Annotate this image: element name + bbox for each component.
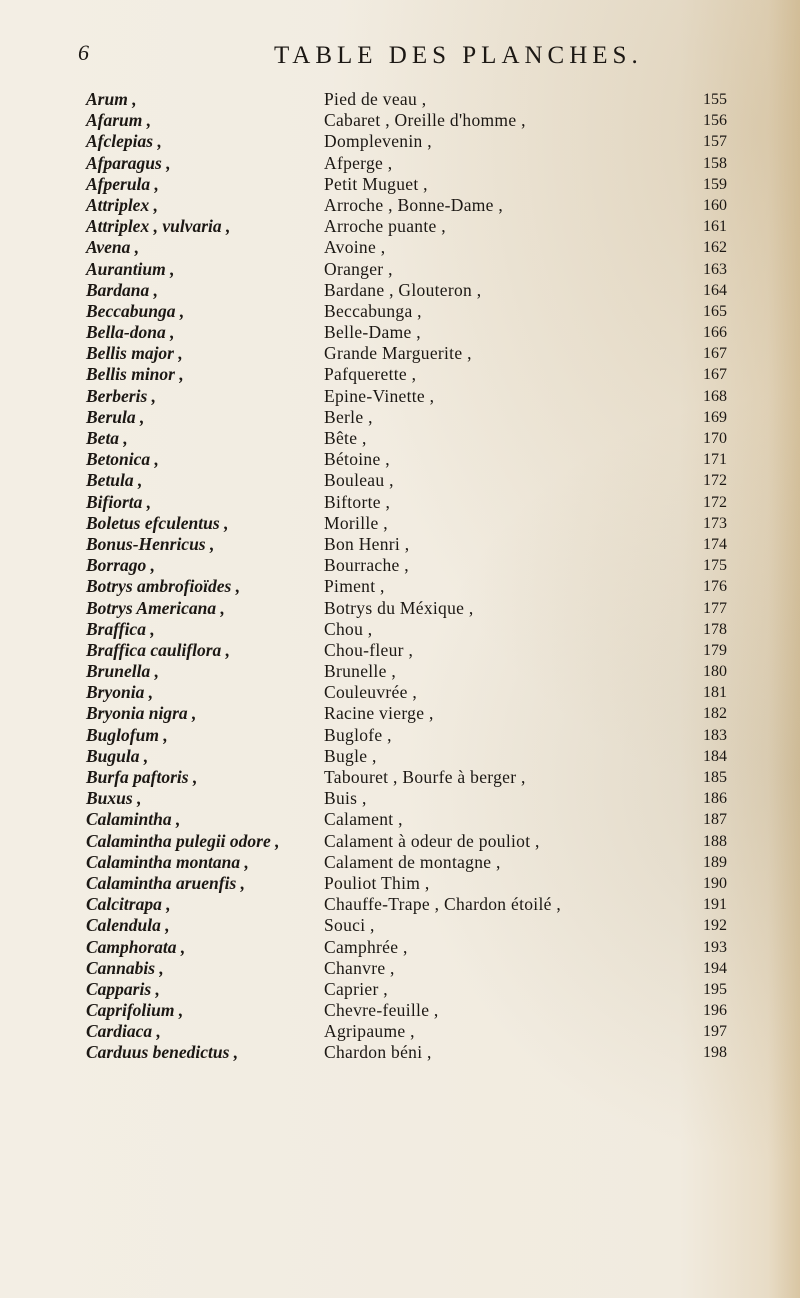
table-row bbox=[0, 788, 800, 809]
latin-name: Afclepias , bbox=[86, 131, 162, 152]
french-name: Piment , bbox=[324, 576, 385, 597]
french-name: Berle , bbox=[324, 406, 373, 427]
french-name: Pouliot Thim , bbox=[324, 872, 430, 893]
plate-number: 168 bbox=[703, 387, 727, 405]
french-name: Calament de montagne , bbox=[324, 851, 501, 872]
latin-name: Botrys Americana , bbox=[86, 597, 225, 618]
plate-number: 169 bbox=[703, 408, 727, 426]
latin-name: Afarum , bbox=[86, 110, 152, 131]
table-row bbox=[0, 809, 800, 830]
latin-name: Bugula , bbox=[86, 745, 149, 766]
french-name: Petit Muguet , bbox=[324, 173, 428, 194]
latin-name: Betula , bbox=[86, 470, 143, 491]
french-name: Chevre-feuille , bbox=[324, 1000, 439, 1021]
plate-number: 167 bbox=[703, 345, 727, 363]
french-name: Tabouret , Bourfe à berger , bbox=[324, 767, 526, 787]
french-name: Arroche puante , bbox=[324, 216, 446, 237]
table-row bbox=[0, 725, 800, 746]
latin-name: Burfa paftoris , bbox=[86, 767, 198, 787]
french-name: Bête , bbox=[324, 428, 367, 448]
latin-name: Buglofum , bbox=[86, 724, 168, 745]
table-row bbox=[0, 640, 800, 661]
french-name: Bugle , bbox=[324, 745, 377, 766]
latin-name: Bonus-Henricus , bbox=[86, 533, 215, 554]
latin-name: Calendula , bbox=[86, 915, 170, 936]
table-row bbox=[0, 216, 800, 237]
table-row bbox=[0, 110, 800, 131]
latin-name: Avena , bbox=[86, 237, 140, 258]
plate-number: 166 bbox=[703, 324, 727, 342]
plate-number: 187 bbox=[703, 811, 727, 829]
latin-name: Braffica , bbox=[86, 618, 155, 639]
french-name: Chauffe-Trape , Chardon étoilé , bbox=[324, 894, 562, 915]
french-name: Pied de veau , bbox=[324, 89, 427, 109]
latin-name: Calamintha montana , bbox=[86, 851, 249, 872]
plate-number: 165 bbox=[703, 302, 727, 320]
plate-number: 156 bbox=[703, 112, 727, 130]
table-row bbox=[0, 343, 800, 364]
latin-name: Caprifolium , bbox=[86, 1000, 184, 1021]
plate-number: 159 bbox=[703, 175, 727, 193]
plates-table bbox=[0, 89, 800, 1064]
table-row bbox=[0, 449, 800, 470]
french-name: Grande Marguerite , bbox=[324, 343, 472, 364]
latin-name: Berberis , bbox=[86, 385, 156, 406]
french-name: Pafquerette , bbox=[324, 364, 417, 385]
table-row bbox=[0, 958, 800, 979]
table-row bbox=[0, 703, 800, 724]
table-row bbox=[0, 619, 800, 640]
table-row bbox=[0, 873, 800, 894]
plate-number: 173 bbox=[703, 514, 727, 532]
french-name: Buis , bbox=[324, 788, 367, 809]
latin-name: Cannabis , bbox=[86, 957, 164, 978]
table-row bbox=[0, 894, 800, 915]
plate-number: 188 bbox=[703, 832, 727, 850]
plate-number: 190 bbox=[703, 874, 727, 892]
plate-number: 180 bbox=[703, 663, 727, 681]
french-name: Bouleau , bbox=[324, 470, 394, 491]
latin-name: Bellis major , bbox=[86, 343, 183, 364]
latin-name: Arum , bbox=[86, 89, 137, 109]
french-name: Biftorte , bbox=[324, 491, 391, 512]
plate-number: 189 bbox=[703, 853, 727, 871]
french-name: Buglofe , bbox=[324, 724, 392, 745]
french-name: Chanvre , bbox=[324, 957, 395, 978]
latin-name: Buxus , bbox=[86, 788, 142, 809]
latin-name: Bryonia , bbox=[86, 682, 154, 703]
table-row bbox=[0, 1000, 800, 1021]
table-row bbox=[0, 1021, 800, 1042]
table-row bbox=[0, 682, 800, 703]
plate-number: 181 bbox=[703, 684, 727, 702]
plate-number: 192 bbox=[703, 917, 727, 935]
plate-number: 194 bbox=[703, 959, 727, 977]
latin-name: Carduus benedictus , bbox=[86, 1042, 239, 1063]
table-row bbox=[0, 153, 800, 174]
plate-number: 176 bbox=[703, 578, 727, 596]
table-row bbox=[0, 513, 800, 534]
latin-name: Brunella , bbox=[86, 661, 159, 682]
latin-name: Camphorata , bbox=[86, 936, 186, 957]
plate-number: 183 bbox=[703, 726, 727, 744]
plate-number: 196 bbox=[703, 1002, 727, 1020]
plate-number: 172 bbox=[703, 493, 727, 511]
latin-name: Bardana , bbox=[86, 279, 158, 300]
french-name: Calament à odeur de pouliot , bbox=[324, 830, 540, 851]
plate-number: 179 bbox=[703, 641, 727, 659]
table-row bbox=[0, 831, 800, 852]
french-name: Domplevenin , bbox=[324, 131, 432, 152]
table-row bbox=[0, 301, 800, 322]
plate-number: 178 bbox=[703, 620, 727, 638]
french-name: Beccabunga , bbox=[324, 300, 422, 321]
latin-name: Bella-dona , bbox=[86, 322, 175, 343]
french-name: Arroche , Bonne-Dame , bbox=[324, 194, 504, 215]
table-row bbox=[0, 407, 800, 428]
table-row bbox=[0, 364, 800, 385]
latin-name: Betonica , bbox=[86, 449, 159, 470]
table-row bbox=[0, 576, 800, 597]
plate-number: 158 bbox=[703, 154, 727, 172]
latin-name: Capparis , bbox=[86, 978, 160, 999]
french-name: Chardon béni , bbox=[324, 1042, 432, 1063]
latin-name: Braffica cauliflora , bbox=[86, 639, 231, 660]
french-name: Agripaume , bbox=[324, 1021, 415, 1042]
french-name: Racine vierge , bbox=[324, 703, 434, 724]
latin-name: Beta , bbox=[86, 428, 128, 448]
french-name: Chou-fleur , bbox=[324, 639, 414, 660]
french-name: Morille , bbox=[324, 512, 388, 533]
latin-name: Calamintha aruenfis , bbox=[86, 872, 246, 893]
french-name: Calament , bbox=[324, 809, 403, 830]
table-row bbox=[0, 322, 800, 343]
table-row bbox=[0, 131, 800, 152]
plate-number: 197 bbox=[703, 1023, 727, 1041]
latin-name: Boletus efculentus , bbox=[86, 512, 229, 533]
plate-number: 174 bbox=[703, 535, 727, 553]
french-name: Bourrache , bbox=[324, 555, 409, 576]
french-name: Bardane , Glouteron , bbox=[324, 279, 482, 300]
page-number: 6 bbox=[78, 40, 89, 65]
french-name: Brunelle , bbox=[324, 661, 397, 682]
plate-number: 155 bbox=[703, 91, 727, 108]
french-name: Chou , bbox=[324, 618, 373, 639]
plate-number: 170 bbox=[703, 430, 727, 447]
running-head bbox=[78, 40, 678, 70]
latin-name: Beccabunga , bbox=[86, 300, 185, 321]
table-row bbox=[0, 259, 800, 280]
plate-number: 184 bbox=[703, 747, 727, 765]
plate-number: 182 bbox=[703, 705, 727, 723]
table-row bbox=[0, 280, 800, 301]
plate-number: 185 bbox=[703, 769, 727, 786]
latin-name: Cardiaca , bbox=[86, 1021, 161, 1042]
latin-name: Attriplex , vulvaria , bbox=[86, 216, 231, 237]
plate-number: 162 bbox=[703, 239, 727, 257]
table-row bbox=[0, 852, 800, 873]
french-name: Camphrée , bbox=[324, 936, 408, 957]
table-row bbox=[0, 937, 800, 958]
plate-number: 195 bbox=[703, 980, 727, 998]
table-row bbox=[0, 555, 800, 576]
plate-number: 177 bbox=[703, 599, 727, 617]
french-name: Cabaret , Oreille d'homme , bbox=[324, 110, 526, 131]
latin-name: Calamintha pulegii odore , bbox=[86, 830, 280, 851]
table-row bbox=[0, 89, 800, 110]
plate-number: 186 bbox=[703, 790, 727, 808]
latin-name: Borrago , bbox=[86, 555, 156, 576]
plate-number: 167 bbox=[703, 366, 727, 384]
table-row bbox=[0, 979, 800, 1000]
latin-name: Afparagus , bbox=[86, 152, 171, 173]
table-row bbox=[0, 598, 800, 619]
french-name: Belle-Dame , bbox=[324, 322, 421, 343]
page-title: TABLE DES PLANCHES. bbox=[274, 42, 643, 69]
latin-name: Bryonia nigra , bbox=[86, 703, 197, 724]
plate-number: 193 bbox=[703, 938, 727, 956]
table-row bbox=[0, 767, 800, 788]
french-name: Souci , bbox=[324, 915, 375, 936]
table-row bbox=[0, 470, 800, 491]
plate-number: 161 bbox=[703, 218, 727, 236]
french-name: Couleuvrée , bbox=[324, 682, 418, 703]
plate-number: 191 bbox=[703, 896, 727, 914]
table-row bbox=[0, 237, 800, 258]
french-name: Avoine , bbox=[324, 237, 386, 258]
french-name: Bétoine , bbox=[324, 449, 390, 470]
french-name: Caprier , bbox=[324, 978, 388, 999]
table-row bbox=[0, 195, 800, 216]
plate-number: 175 bbox=[703, 557, 727, 575]
plate-number: 171 bbox=[703, 451, 727, 469]
french-name: Bon Henri , bbox=[324, 533, 410, 554]
plate-number: 160 bbox=[703, 196, 727, 214]
table-row bbox=[0, 492, 800, 513]
latin-name: Aurantium , bbox=[86, 258, 175, 279]
french-name: Epine-Vinette , bbox=[324, 385, 435, 406]
plate-number: 172 bbox=[703, 472, 727, 490]
latin-name: Bifiorta , bbox=[86, 491, 152, 512]
latin-name: Calcitrapa , bbox=[86, 894, 171, 915]
table-row bbox=[0, 428, 800, 449]
french-name: Botrys du Méxique , bbox=[324, 597, 474, 618]
plate-number: 164 bbox=[703, 281, 727, 299]
latin-name: Attriplex , bbox=[86, 194, 158, 215]
table-row bbox=[0, 661, 800, 682]
french-name: Oranger , bbox=[324, 258, 393, 279]
latin-name: Botrys ambrofioïdes , bbox=[86, 576, 241, 597]
table-row bbox=[0, 174, 800, 195]
table-row bbox=[0, 386, 800, 407]
table-row bbox=[0, 1042, 800, 1063]
plate-number: 163 bbox=[703, 260, 727, 278]
table-row bbox=[0, 534, 800, 555]
latin-name: Bellis minor , bbox=[86, 364, 184, 385]
table-row bbox=[0, 915, 800, 936]
latin-name: Calamintha , bbox=[86, 809, 181, 830]
plate-number: 198 bbox=[703, 1044, 727, 1062]
french-name: Afperge , bbox=[324, 152, 393, 173]
latin-name: Berula , bbox=[86, 406, 145, 427]
latin-name: Afperula , bbox=[86, 173, 159, 194]
table-row bbox=[0, 746, 800, 767]
plate-number: 157 bbox=[703, 133, 727, 151]
